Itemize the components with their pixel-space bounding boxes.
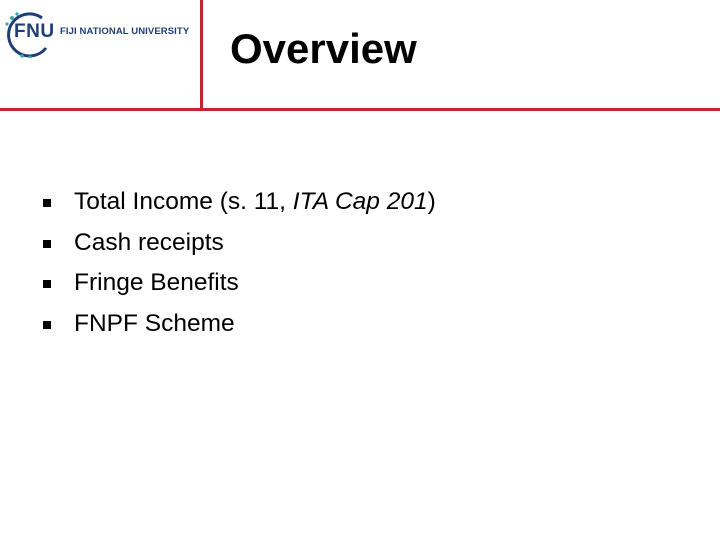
fnu-logo <box>2 8 198 60</box>
bullet-item <box>40 263 436 304</box>
bullet-text: Total Income (s. 11, ITA Cap 201) <box>74 188 436 216</box>
square-bullet-icon <box>43 321 51 329</box>
square-bullet-icon <box>43 240 51 248</box>
logo-university-name: FIJI NATIONAL UNIVERSITY <box>60 25 190 37</box>
square-bullet-icon <box>43 280 51 288</box>
bullet-item <box>40 182 436 223</box>
bullet-text: FNPF Scheme <box>74 309 235 337</box>
header-vertical-rule <box>200 0 203 110</box>
bullet-item <box>40 223 436 264</box>
slide-title: Overview <box>230 25 417 72</box>
logo-wordmark: FNU <box>14 21 55 42</box>
bullet-text: Fringe Benefits <box>74 269 239 297</box>
header-horizontal-rule <box>0 108 720 111</box>
square-bullet-icon <box>43 199 51 207</box>
bullet-item <box>40 304 436 345</box>
fnu-logo-mark <box>2 10 58 58</box>
bullet-text: Cash receipts <box>74 228 224 256</box>
bullet-list <box>40 182 436 344</box>
